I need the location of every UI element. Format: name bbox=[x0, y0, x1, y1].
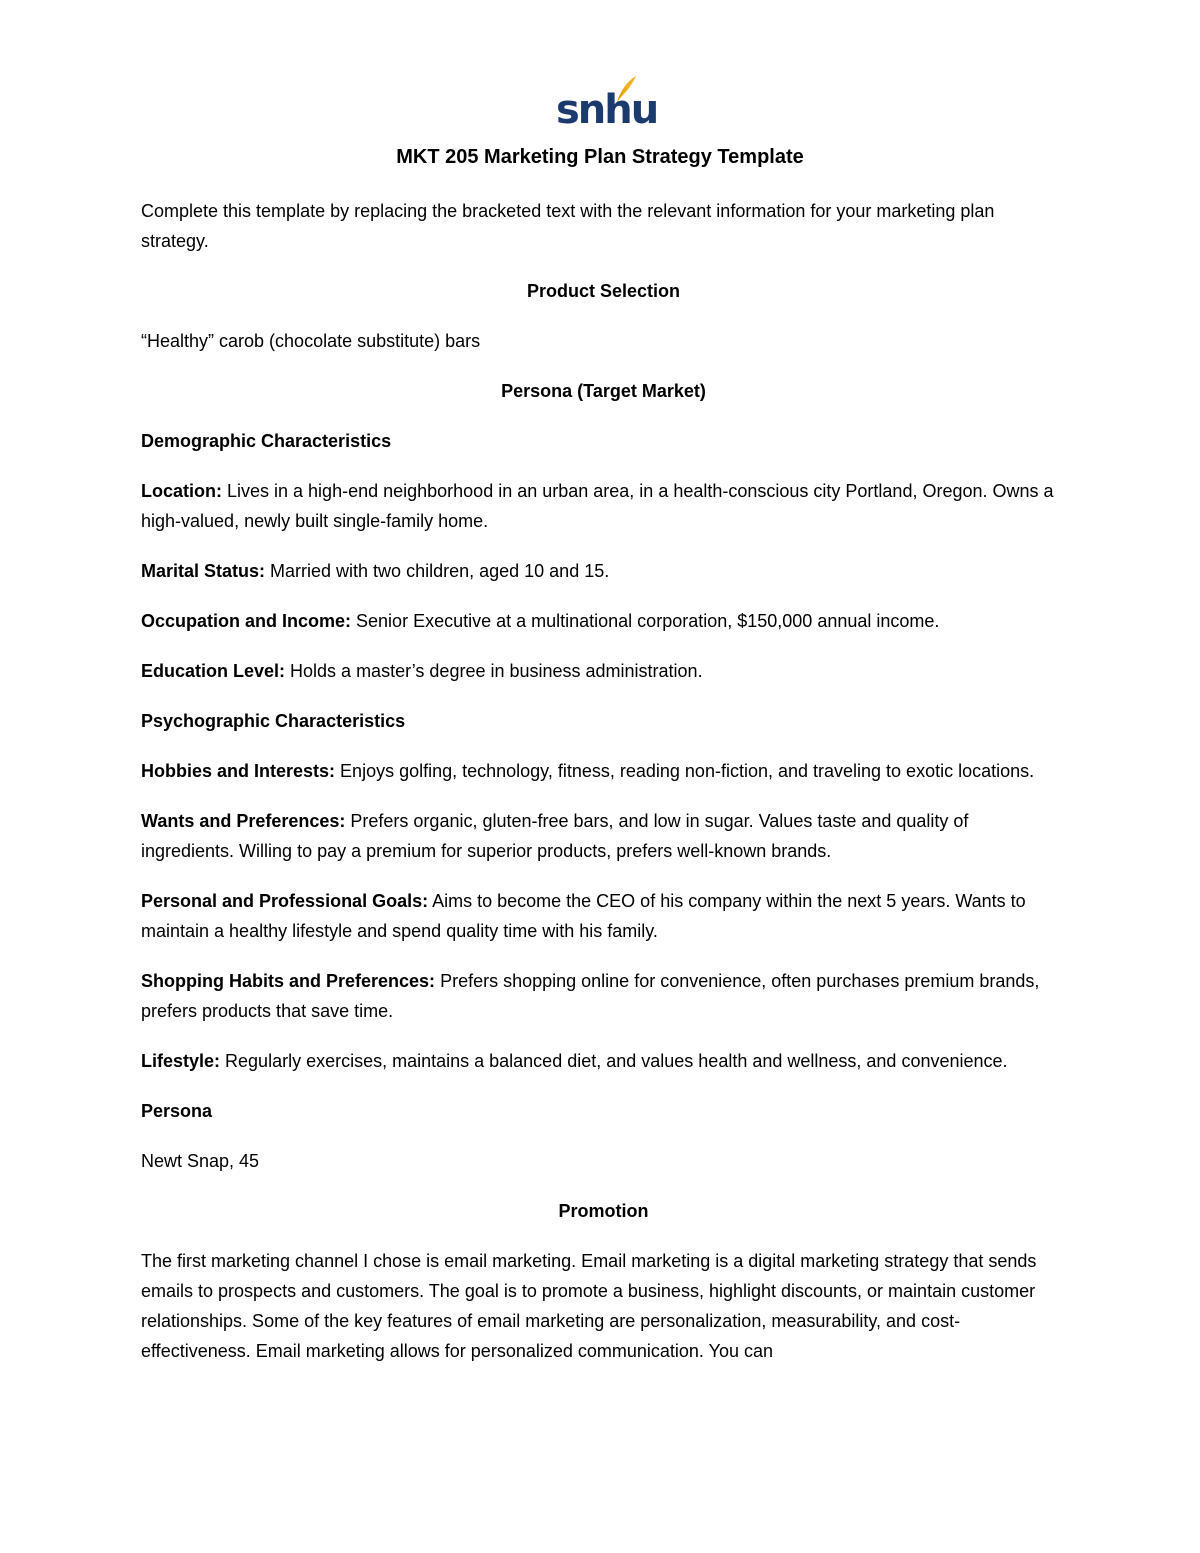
location-text: Lives in a high-end neighborhood in an urban area, in a health-conscious city Portland, Oregon. Owns a high-valued, newly built single-family home. bbox=[141, 481, 1054, 531]
goals-label: Personal and Professional Goals: bbox=[141, 891, 429, 911]
psychographic-heading: Psychographic Characteristics bbox=[141, 711, 406, 731]
page-title: MKT 205 Marketing Plan Strategy Template bbox=[396, 146, 804, 168]
lifestyle-label: Lifestyle: bbox=[141, 1051, 221, 1071]
document-body bbox=[141, 196, 1066, 1386]
wants-text: Prefers organic, gluten-free bars, and low in sugar. Values taste and quality of ingredients. Willing to pay a premium for superior products, prefers well-known brands. bbox=[141, 811, 969, 861]
hobbies-text: Enjoys golfing, technology, fitness, reading non-fiction, and traveling to exotic locations. bbox=[335, 761, 1035, 781]
education-paragraph bbox=[141, 656, 1066, 686]
hobbies-paragraph bbox=[141, 756, 1066, 786]
occupation-text: Senior Executive at a multinational corporation, $150,000 annual income. bbox=[351, 611, 940, 631]
location-label: Location: bbox=[141, 481, 222, 501]
lifestyle-text: Regularly exercises, maintains a balanced diet, and values health and wellness, and convenience. bbox=[220, 1051, 1008, 1071]
hobbies-label: Hobbies and Interests: bbox=[141, 761, 336, 781]
wants-paragraph bbox=[141, 806, 1066, 866]
logo-text: snhu bbox=[556, 87, 658, 133]
promotion-heading: Promotion bbox=[558, 1201, 649, 1221]
intro-paragraph: Complete this template by replacing the bracketed text with the relevant information for your marketing plan strategy. bbox=[141, 201, 995, 251]
persona-heading: Persona bbox=[141, 1101, 213, 1121]
marital-text: Married with two children, aged 10 and 15. bbox=[265, 561, 610, 581]
demographic-heading: Demographic Characteristics bbox=[141, 431, 392, 451]
occupation-paragraph bbox=[141, 606, 1066, 636]
goals-text: Aims to become the CEO of his company within the next 5 years. Wants to maintain a healthy lifestyle and spend quality time with his family. bbox=[141, 891, 1026, 941]
persona-name: Newt Snap, 45 bbox=[141, 1151, 260, 1171]
shopping-paragraph bbox=[141, 966, 1066, 1026]
product-selection-text: “Healthy” carob (chocolate substitute) bars bbox=[141, 331, 481, 351]
persona-section-heading: Persona (Target Market) bbox=[501, 381, 706, 401]
promotion-text: The first marketing channel I chose is email marketing. Email marketing is a digital marketing strategy that sends emails to prospects and customers. The goal is to promote a business, highlight discounts, or maintain customer relationships. Some of the key features of email marketing are personalization, measurability, and cost-effectiveness. Email marketing allows for personalized communication. You can bbox=[141, 1251, 1037, 1361]
education-label: Education Level: bbox=[141, 661, 286, 681]
shopping-text: Prefers shopping online for convenience, often purchases premium brands, prefers products that save time. bbox=[141, 971, 1040, 1021]
occupation-label: Occupation and Income: bbox=[141, 611, 352, 631]
education-text: Holds a master’s degree in business administration. bbox=[285, 661, 703, 681]
marital-label: Marital Status: bbox=[141, 561, 266, 581]
shopping-label: Shopping Habits and Preferences: bbox=[141, 971, 436, 991]
wants-label: Wants and Preferences: bbox=[141, 811, 346, 831]
goals-paragraph bbox=[141, 886, 1066, 946]
location-paragraph bbox=[141, 476, 1066, 536]
snhu-logo bbox=[556, 74, 658, 133]
product-selection-heading: Product Selection bbox=[526, 281, 681, 301]
lifestyle-paragraph bbox=[141, 1046, 1066, 1076]
marital-paragraph bbox=[141, 556, 1066, 586]
